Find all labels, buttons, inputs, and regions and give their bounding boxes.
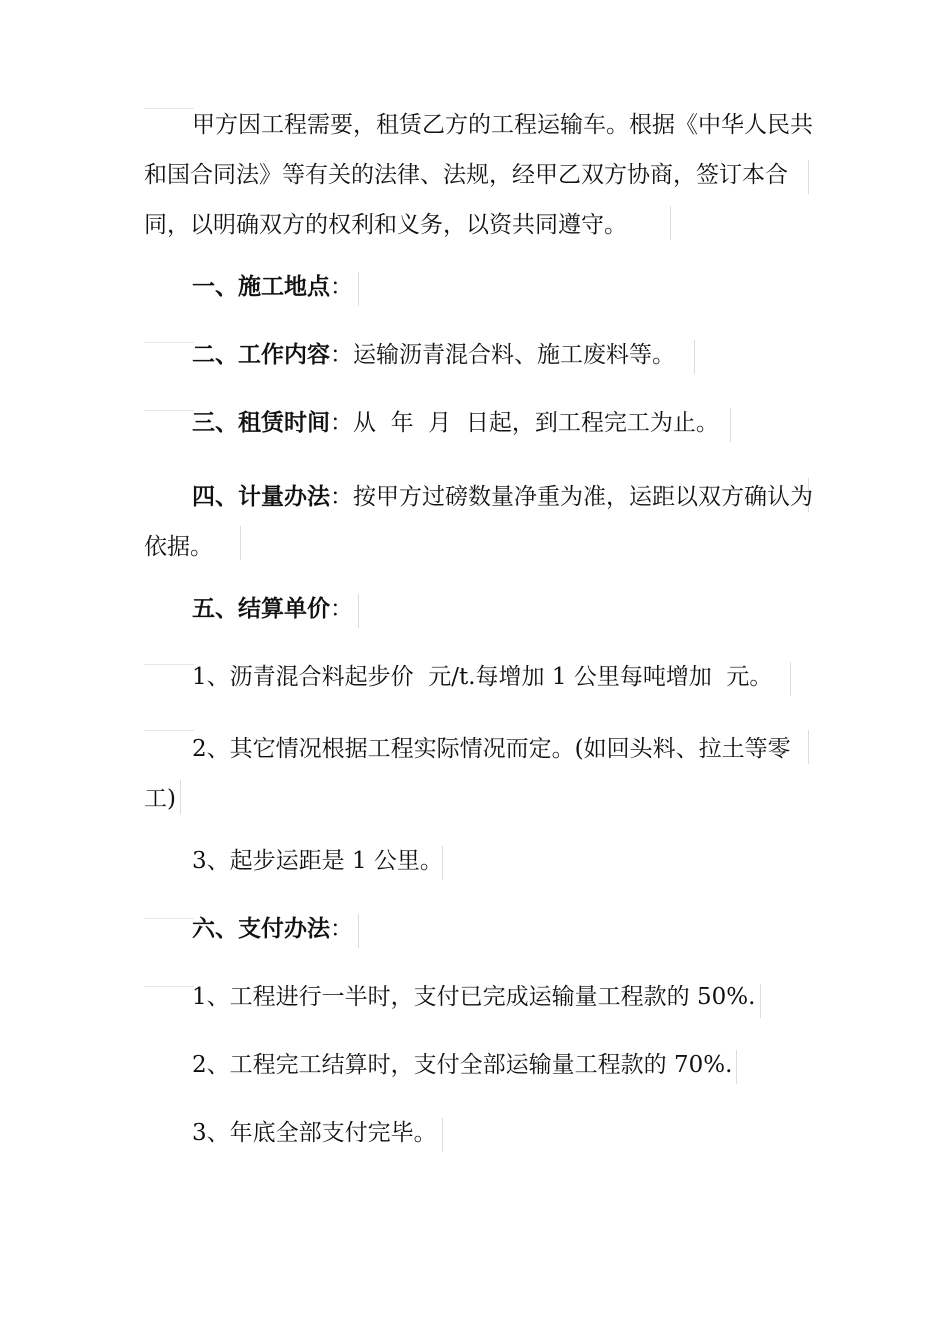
section-5 — [144, 590, 353, 628]
section-3-title: 三、租赁时间 — [192, 410, 330, 436]
section-2 — [144, 336, 675, 374]
section-5-item-3 — [144, 842, 443, 880]
guide-line — [694, 340, 695, 374]
section-6-colon: ： — [330, 916, 353, 942]
section-5-colon: ： — [330, 596, 353, 622]
guide-line — [760, 984, 761, 1018]
section-6-title: 六、支付办法 — [192, 916, 330, 942]
guide-line — [358, 914, 359, 948]
guide-line — [358, 594, 359, 628]
section-1 — [144, 268, 353, 306]
section-6-item-2 — [144, 1046, 732, 1084]
section-6-item-3 — [144, 1114, 437, 1152]
section-4 — [144, 472, 814, 572]
section-5-item-2 — [144, 724, 814, 824]
intro-text: 甲方因工程需要，租赁乙方的工程运输车。根据《中华人民共和国合同法》等有关的法律、法规，经甲乙双方协商，签订本合同，以明确双方的权利和义务，以资共同遵守。 — [144, 112, 813, 238]
section-6-item-1 — [144, 978, 755, 1016]
section-2-title: 二、工作内容 — [192, 342, 330, 368]
section-5-item-2-text: 2、其它情况根据工程实际情况而定。(如回头料、拉土等零工) — [144, 736, 791, 812]
section-5-title: 五、结算单价 — [192, 596, 330, 622]
guide-line — [730, 408, 731, 442]
section-5-item-1 — [144, 658, 772, 696]
section-6 — [144, 910, 353, 948]
section-3 — [144, 404, 719, 442]
section-5-item-3-text: 3、起步运距是 1 公里。 — [192, 848, 443, 874]
guide-line — [790, 662, 791, 696]
section-3-text: ：从 年 月 日起，到工程完工为止。 — [330, 410, 719, 436]
intro-paragraph — [144, 100, 814, 250]
section-1-title: 一、施工地点 — [192, 274, 330, 300]
section-4-text: ：按甲方过磅数量净重为准，运距以双方确认为依据。 — [144, 484, 813, 560]
guide-line — [358, 272, 359, 306]
guide-line — [442, 1118, 443, 1152]
guide-line — [736, 1050, 737, 1084]
section-1-colon: ： — [330, 274, 353, 300]
section-6-item-3-text: 3、年底全部支付完毕。 — [192, 1120, 437, 1146]
section-6-item-2-text: 2、工程完工结算时，支付全部运输量工程款的 70%. — [192, 1052, 733, 1078]
section-5-item-1-text: 1、沥青混合料起步价 元/t.每增加 1 公里每吨增加 元。 — [192, 664, 773, 690]
section-6-item-1-text: 1、工程进行一半时，支付已完成运输量工程款的 50%. — [192, 984, 756, 1010]
section-2-text: ：运输沥青混合料、施工废料等。 — [330, 342, 675, 368]
section-4-title: 四、计量办法 — [192, 484, 330, 510]
